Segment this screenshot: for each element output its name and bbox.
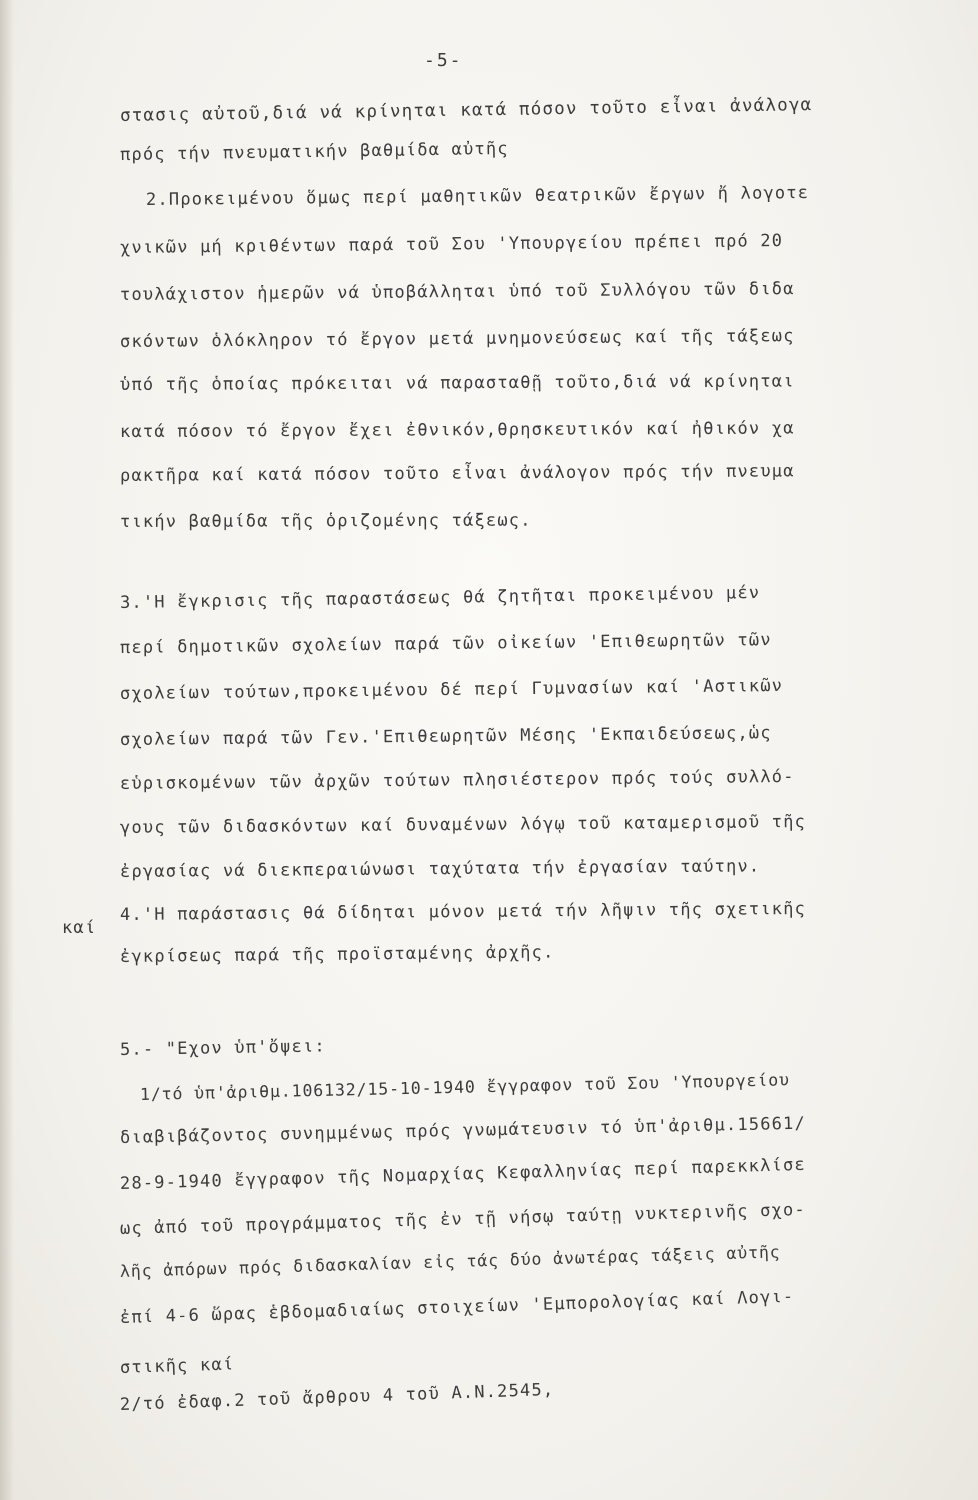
- text-line: 2.Προκειμένου ὅμως περί μαθητικῶν θεατρικῶν ἔργων ἤ λογοτε: [145, 183, 810, 210]
- page-edge-shadow: [0, 0, 14, 1500]
- text-line: χνικῶν μή κριθέντων παρά τοῦ Σου 'Υπουργείου πρέπει πρό 20: [119, 231, 784, 258]
- text-line: διαβιβάζοντος συνημμένως πρός γνωμάτευσιν τό ὑπ'ἀριθμ.15661/: [119, 1113, 807, 1148]
- text-line: ἐπί 4-6 ὥρας ἑβδομαδιαίως στοιχείων 'Εμπορολογίας καί Λογι-: [119, 1286, 795, 1328]
- text-line: τουλάχιστον ἡμερῶν νά ὑποβάλληται ὑπό τοῦ Συλλόγου τῶν διδα: [119, 279, 795, 305]
- text-line: περί δημοτικῶν σχολείων παρά τῶν οἰκείων 'Επιθεωρητῶν τῶν: [119, 630, 772, 658]
- text-line: 3.'Η ἔγκρισις τῆς παραστάσεως θά ζητῆται προκειμένου μέν: [119, 582, 761, 613]
- text-line: σχολείων τούτων,προκειμένου δέ περί Γυμνασίων καί 'Αστικῶν: [119, 675, 784, 704]
- text-line: 4.'Η παράστασις θά δίδηται μόνον μετά τήν λῆψιν τῆς σχετικῆς: [119, 899, 807, 925]
- text-line: τικήν βαθμίδα τῆς ὁριζομένης τάξεως.: [119, 510, 532, 532]
- text-line: πρός τήν πνευματικήν βαθμίδα αὐτῆς: [119, 138, 509, 165]
- text-line: 1/τό ὑπ'ἀριθμ.106132/15-10-1940 ἔγγραφον τοῦ Σου 'Υπουργείου: [139, 1070, 791, 1104]
- text-line: 2/τό ἐδαφ.2 τοῦ ἄρθρου 4 τοῦ Α.Ν.2545,: [119, 1379, 555, 1415]
- text-line: ὑπό τῆς ὁποίας πρόκειται νά παρασταθῇ τοῦτο,διά νά κρίνηται: [119, 371, 795, 395]
- text-line: εὑρισκομένων τῶν ἀρχῶν τούτων πλησιέστερον πρός τούς συλλό-: [119, 766, 795, 794]
- page-number: -5-: [424, 50, 463, 71]
- text-line: κατά πόσον τό ἔργον ἔχει ἐθνικόν,θρησκευτικόν καί ἠθικόν χα: [119, 418, 795, 442]
- text-line: ως ἀπό τοῦ προγράμματος τῆς ἐν τῇ νήσῳ ταύτῃ νυκτερινῆς σχο-: [119, 1199, 807, 1239]
- text-line: 5.- "Εχον ὑπ'ὄψει:: [119, 1036, 326, 1060]
- text-line: σχολείων παρά τῶν Γεν.'Επιθεωρητῶν Μέσης 'Εκπαιδεύσεως,ὡς: [119, 723, 772, 750]
- text-line: ρακτῆρα καί κατά πόσον τοῦτο εἶναι ἀνάλογον πρός τήν πνευμα: [119, 461, 795, 486]
- text-line: λῆς ἀπόρων πρός διδασκαλίαν εἰς τάς δύο ἀνωτέρας τάξεις αὐτῆς: [119, 1242, 781, 1281]
- text-line: ἐγκρίσεως παρά τῆς προϊσταμένης ἀρχῆς.: [119, 942, 555, 967]
- text-line: σκόντων ὁλόκληρον τό ἔργον μετά μνημονεύσεως καί τῆς τάξεως: [119, 326, 795, 352]
- text-line: ἐργασίας νά διεκπεραιώνωσι ταχύτατα τήν ἐργασίαν ταύτην.: [119, 856, 761, 882]
- margin-note: καί: [62, 918, 97, 938]
- text-line: στικῆς καί: [119, 1354, 235, 1378]
- text-line: γους τῶν διδασκόντων καί δυναμένων λόγῳ τοῦ καταμερισμοῦ τῆς: [119, 812, 807, 838]
- text-line: στασις αὐτοῦ,διά νά κρίνηται κατά πόσον τοῦτο εἶναι ἀνάλογα: [119, 95, 813, 126]
- text-line: 28-9-1940 ἔγγραφον τῆς Νομαρχίας Κεφαλληνίας περί παρεκκλίσε: [119, 1154, 807, 1194]
